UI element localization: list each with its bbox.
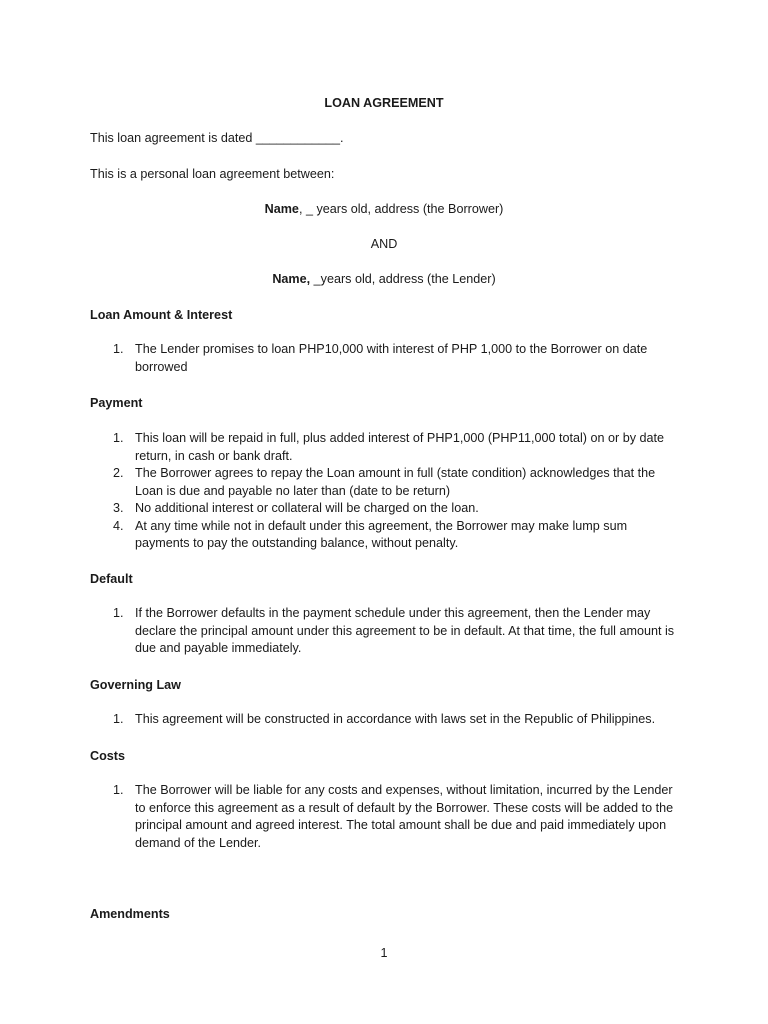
section-heading-loan-amount: Loan Amount & Interest (90, 308, 233, 322)
costs-list (90, 782, 680, 852)
list-item (90, 341, 680, 376)
list-item-text: This agreement will be constructed in accordance with laws set in the Republic of Philippines. (135, 712, 656, 726)
section-heading-default: Default (90, 572, 133, 586)
list-item-number: 1. (113, 712, 124, 726)
list-item-number: 3. (113, 501, 124, 515)
loan-amount-list (90, 341, 680, 376)
list-item-text: The Borrower agrees to repay the Loan amount in full (state condition) acknowledges that the Loan is due and payable no later than (date to be return) (135, 466, 656, 498)
list-item-text: This loan will be repaid in full, plus added interest of PHP1,000 (PHP11,000 total) on or by date return, in cash or bank draft. (135, 431, 665, 463)
list-item (90, 518, 680, 553)
governing-law-list (90, 711, 680, 729)
list-item (90, 430, 680, 465)
list-item-text: No additional interest or collateral will be charged on the loan. (135, 501, 479, 515)
list-item (90, 605, 680, 658)
intro-line: This is a personal loan agreement between: (90, 167, 335, 181)
list-item (90, 465, 680, 500)
borrower-line (0, 201, 768, 217)
section-heading-payment: Payment (90, 396, 143, 410)
lender-line (0, 271, 768, 287)
list-item-number: 1. (113, 431, 124, 445)
borrower-name-label: Name (264, 202, 299, 216)
lender-name-label: Name, (272, 272, 311, 286)
payment-list (90, 430, 680, 553)
document-title: LOAN AGREEMENT (324, 96, 444, 110)
list-item-number: 1. (113, 783, 124, 797)
list-item-number: 1. (113, 342, 124, 356)
list-item-number: 2. (113, 466, 124, 480)
list-item-text: The Borrower will be liable for any costs and expenses, without limitation, incurred by the Lender to enforce this agreement as a result of default by the Borrower. These costs will be added to the principal amount and agreed interest. The total amount shall be due and paid immediately upon demand of the Lender. (135, 783, 674, 850)
lender-details: _years old, address (the Lender) (310, 272, 496, 286)
list-item-number: 4. (113, 518, 124, 533)
section-heading-costs: Costs (90, 749, 125, 763)
default-list (90, 605, 680, 658)
section-heading-amendments: Amendments (90, 907, 170, 921)
section-heading-governing-law: Governing Law (90, 678, 181, 692)
list-item-text: The Lender promises to loan PHP10,000 with interest of PHP 1,000 to the Borrower on date borrowed (135, 342, 648, 374)
list-item-text: If the Borrower defaults in the payment schedule under this agreement, then the Lender may declare the principal amount under this agreement to be in default. At that time, the full amount is due and payable immediately. (135, 606, 675, 655)
list-item (90, 711, 680, 729)
dated-line: This loan agreement is dated ____________. (90, 131, 344, 145)
list-item (90, 782, 680, 852)
borrower-details: , _ years old, address (the Borrower) (298, 202, 504, 216)
list-item-text: At any time while not in default under this agreement, the Borrower may make lump sum payments to pay the outstanding balance, without penalty. (135, 518, 628, 550)
list-item (90, 500, 680, 518)
page-number: 1 (380, 946, 388, 960)
list-item-number: 1. (113, 606, 124, 620)
and-label: AND (370, 237, 398, 251)
